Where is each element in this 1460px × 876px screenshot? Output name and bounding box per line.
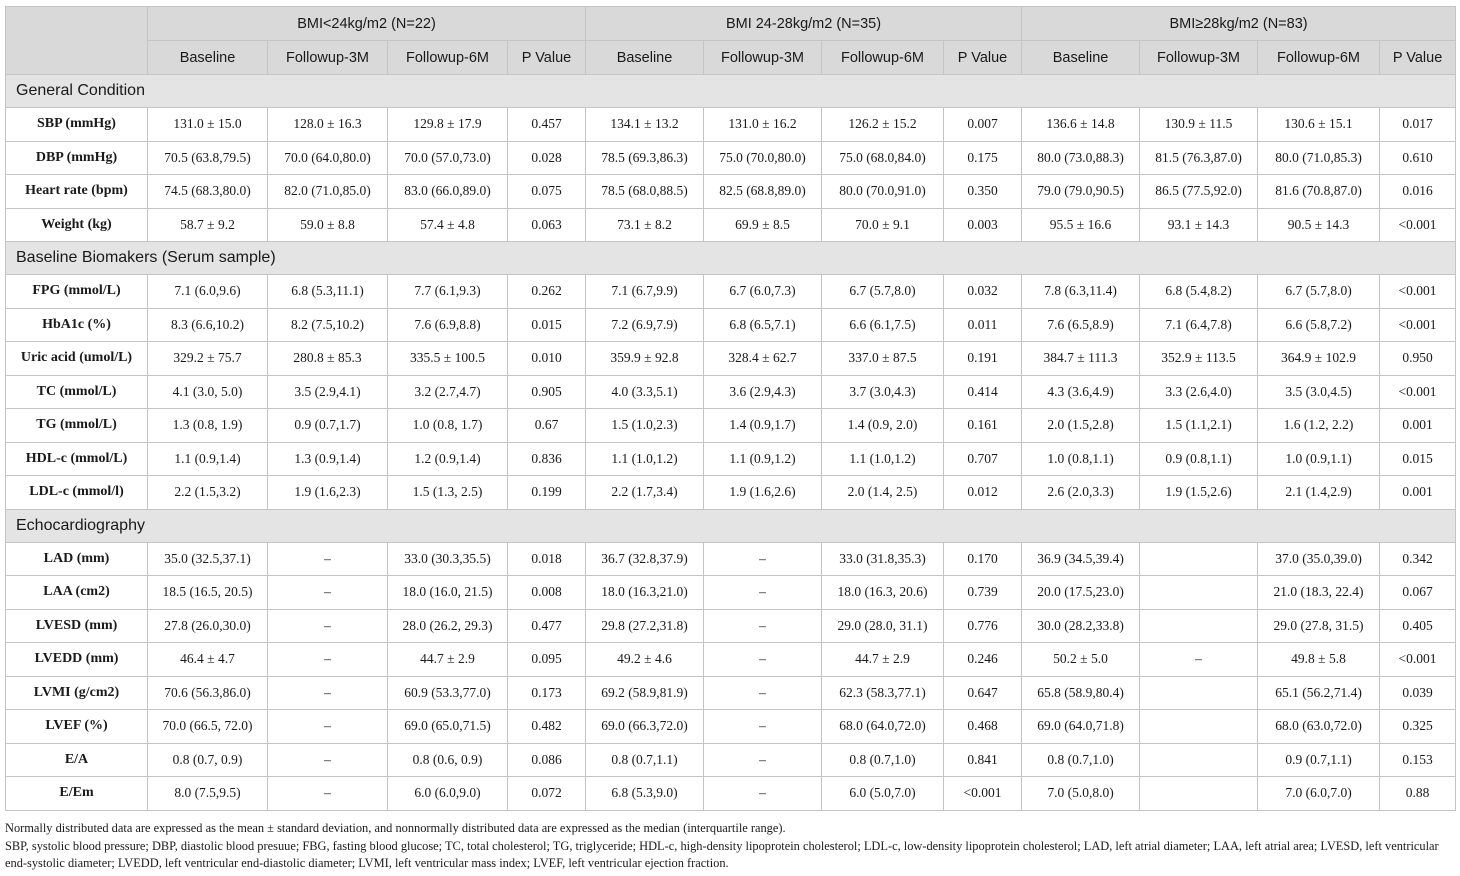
- table-cell: 0.015: [1380, 442, 1456, 476]
- table-cell: 44.7 ± 2.9: [388, 643, 508, 677]
- table-cell: 126.2 ± 15.2: [822, 108, 944, 142]
- table-cell: 8.3 (6.6,10.2): [148, 308, 268, 342]
- table-row: [6, 542, 1456, 576]
- empty-corner-cell: [6, 7, 148, 75]
- table-cell: –: [704, 643, 822, 677]
- table-cell: 0.017: [1380, 108, 1456, 142]
- table-cell: –: [268, 576, 388, 610]
- table-cell: 69.2 (58.9,81.9): [586, 676, 704, 710]
- table-cell: 0.075: [508, 175, 586, 209]
- table-cell: 0.161: [944, 409, 1022, 443]
- table-cell: <0.001: [1380, 208, 1456, 242]
- table-cell: 0.086: [508, 743, 586, 777]
- table-cell: 68.0 (63.0,72.0): [1258, 710, 1380, 744]
- table-cell: 65.1 (56.2,71.4): [1258, 676, 1380, 710]
- row-label: LVMI (g/cm2): [6, 676, 148, 710]
- table-cell: 7.6 (6.9,8.8): [388, 308, 508, 342]
- table-cell: 82.5 (68.8,89.0): [704, 175, 822, 209]
- table-cell: 3.5 (2.9,4.1): [268, 375, 388, 409]
- table-row: [6, 442, 1456, 476]
- table-cell: 352.9 ± 113.5: [1140, 342, 1258, 376]
- table-cell: 81.5 (76.3,87.0): [1140, 141, 1258, 175]
- table-cell: 6.7 (6.0,7.3): [704, 275, 822, 309]
- table-cell: 6.8 (5.3,11.1): [268, 275, 388, 309]
- table-cell: <0.001: [1380, 643, 1456, 677]
- table-cell: 0.477: [508, 609, 586, 643]
- table-cell: 128.0 ± 16.3: [268, 108, 388, 142]
- table-cell: 0.88: [1380, 777, 1456, 811]
- table-cell: 0.647: [944, 676, 1022, 710]
- table-cell: 0.011: [944, 308, 1022, 342]
- table-cell: 1.0 (0.8, 1.7): [388, 409, 508, 443]
- table-cell: 136.6 ± 14.8: [1022, 108, 1140, 142]
- table-body: [6, 75, 1456, 811]
- table-cell: 0.001: [1380, 476, 1456, 510]
- table-cell: –: [704, 710, 822, 744]
- table-cell: 37.0 (35.0,39.0): [1258, 542, 1380, 576]
- sub-header-followup-3m: Followup-3M: [704, 41, 822, 75]
- table-row: [6, 576, 1456, 610]
- table-cell: 384.7 ± 111.3: [1022, 342, 1140, 376]
- table-cell: –: [704, 609, 822, 643]
- table-cell: 0.175: [944, 141, 1022, 175]
- table-cell: 3.6 (2.9,4.3): [704, 375, 822, 409]
- table-cell: 35.0 (32.5,37.1): [148, 542, 268, 576]
- table-cell: 80.0 (70.0,91.0): [822, 175, 944, 209]
- table-cell: 7.0 (6.0,7.0): [1258, 777, 1380, 811]
- table-row: [6, 609, 1456, 643]
- section-title: General Condition: [6, 75, 1456, 108]
- table-cell: 0.010: [508, 342, 586, 376]
- table-cell: 0.063: [508, 208, 586, 242]
- table-cell: –: [704, 576, 822, 610]
- section-baseline-biomarkers: [6, 242, 1456, 275]
- table-cell: 18.0 (16.3,21.0): [586, 576, 704, 610]
- table-cell: 0.67: [508, 409, 586, 443]
- table-cell: 57.4 ± 4.8: [388, 208, 508, 242]
- table-cell: 90.5 ± 14.3: [1258, 208, 1380, 242]
- table-cell: [1140, 710, 1258, 744]
- table-cell: 7.1 (6.0,9.6): [148, 275, 268, 309]
- table-cell: 75.0 (68.0,84.0): [822, 141, 944, 175]
- table-cell: 6.8 (5.4,8.2): [1140, 275, 1258, 309]
- table-cell: 1.0 (0.9,1.1): [1258, 442, 1380, 476]
- group-header-bmi-under-24: BMI<24kg/m2 (N=22): [148, 7, 586, 41]
- table-footnotes: [5, 820, 1457, 873]
- table-cell: 6.6 (6.1,7.5): [822, 308, 944, 342]
- table-cell: 95.5 ± 16.6: [1022, 208, 1140, 242]
- table-cell: 21.0 (18.3, 22.4): [1258, 576, 1380, 610]
- table-cell: 6.6 (5.8,7.2): [1258, 308, 1380, 342]
- table-cell: 74.5 (68.3,80.0): [148, 175, 268, 209]
- row-label: LDL-c (mmol/l): [6, 476, 148, 510]
- table-cell: –: [704, 676, 822, 710]
- table-cell: 0.9 (0.8,1.1): [1140, 442, 1258, 476]
- table-cell: 0.8 (0.7,1.0): [822, 743, 944, 777]
- table-cell: 3.7 (3.0,4.3): [822, 375, 944, 409]
- row-label: LVESD (mm): [6, 609, 148, 643]
- table-cell: 93.1 ± 14.3: [1140, 208, 1258, 242]
- row-label: Uric acid (umol/L): [6, 342, 148, 376]
- row-label: E/Em: [6, 777, 148, 811]
- table-cell: [1140, 676, 1258, 710]
- table-cell: 8.2 (7.5,10.2): [268, 308, 388, 342]
- sub-header-row: [6, 41, 1456, 75]
- table-cell: 69.0 (65.0,71.5): [388, 710, 508, 744]
- table-cell: 1.3 (0.8, 1.9): [148, 409, 268, 443]
- table-cell: 70.0 ± 9.1: [822, 208, 944, 242]
- table-cell: 359.9 ± 92.8: [586, 342, 704, 376]
- table-cell: 80.0 (73.0,88.3): [1022, 141, 1140, 175]
- table-row: [6, 342, 1456, 376]
- table-cell: 44.7 ± 2.9: [822, 643, 944, 677]
- sub-header-p-value: P Value: [1380, 41, 1456, 75]
- table-cell: 69.0 (66.3,72.0): [586, 710, 704, 744]
- table-cell: 81.6 (70.8,87.0): [1258, 175, 1380, 209]
- table-cell: 18.0 (16.3, 20.6): [822, 576, 944, 610]
- table-cell: 2.0 (1.5,2.8): [1022, 409, 1140, 443]
- table-cell: –: [268, 743, 388, 777]
- table-cell: 0.414: [944, 375, 1022, 409]
- table-cell: 49.8 ± 5.8: [1258, 643, 1380, 677]
- table-cell: 78.5 (69.3,86.3): [586, 141, 704, 175]
- table-cell: 0.003: [944, 208, 1022, 242]
- table-row: [6, 275, 1456, 309]
- table-cell: 18.0 (16.0, 21.5): [388, 576, 508, 610]
- sub-header-p-value: P Value: [508, 41, 586, 75]
- table-cell: 0.9 (0.7,1.7): [268, 409, 388, 443]
- table-cell: 2.2 (1.5,3.2): [148, 476, 268, 510]
- table-cell: –: [704, 743, 822, 777]
- table-cell: 1.1 (0.9,1.2): [704, 442, 822, 476]
- table-row: [6, 108, 1456, 142]
- table-cell: 0.170: [944, 542, 1022, 576]
- table-cell: 4.1 (3.0, 5.0): [148, 375, 268, 409]
- row-label: LAA (cm2): [6, 576, 148, 610]
- row-label: HbA1c (%): [6, 308, 148, 342]
- table-cell: 59.0 ± 8.8: [268, 208, 388, 242]
- table-cell: 0.015: [508, 308, 586, 342]
- table-cell: 6.0 (5.0,7.0): [822, 777, 944, 811]
- table-row: [6, 375, 1456, 409]
- table-row: [6, 409, 1456, 443]
- table-cell: 60.9 (53.3,77.0): [388, 676, 508, 710]
- table-cell: [1140, 576, 1258, 610]
- row-label: Heart rate (bpm): [6, 175, 148, 209]
- table-cell: 78.5 (68.0,88.5): [586, 175, 704, 209]
- table-cell: 1.2 (0.9,1.4): [388, 442, 508, 476]
- sub-header-p-value: P Value: [944, 41, 1022, 75]
- table-row: [6, 175, 1456, 209]
- table-cell: 1.5 (1.1,2.1): [1140, 409, 1258, 443]
- table-cell: 1.6 (1.2, 2.2): [1258, 409, 1380, 443]
- table-row: [6, 743, 1456, 777]
- table-cell: 7.8 (6.3,11.4): [1022, 275, 1140, 309]
- row-label: LVEDD (mm): [6, 643, 148, 677]
- table-cell: 80.0 (71.0,85.3): [1258, 141, 1380, 175]
- row-label: FPG (mmol/L): [6, 275, 148, 309]
- sub-header-followup-3m: Followup-3M: [1140, 41, 1258, 75]
- table-cell: –: [268, 542, 388, 576]
- table-cell: 1.5 (1.3, 2.5): [388, 476, 508, 510]
- table-cell: 0.067: [1380, 576, 1456, 610]
- table-cell: <0.001: [1380, 275, 1456, 309]
- table-cell: 0.8 (0.7,1.1): [586, 743, 704, 777]
- table-cell: 1.1 (1.0,1.2): [822, 442, 944, 476]
- table-cell: 0.342: [1380, 542, 1456, 576]
- table-cell: 30.0 (28.2,33.8): [1022, 609, 1140, 643]
- table-cell: 364.9 ± 102.9: [1258, 342, 1380, 376]
- table-cell: [1140, 542, 1258, 576]
- table-cell: 6.8 (6.5,7.1): [704, 308, 822, 342]
- table-cell: 0.016: [1380, 175, 1456, 209]
- section-title: Baseline Biomakers (Serum sample): [6, 242, 1456, 275]
- table-row: [6, 676, 1456, 710]
- table-cell: 134.1 ± 13.2: [586, 108, 704, 142]
- sub-header-followup-6m: Followup-6M: [1258, 41, 1380, 75]
- table-cell: 27.8 (26.0,30.0): [148, 609, 268, 643]
- table-cell: 29.0 (27.8, 31.5): [1258, 609, 1380, 643]
- table-cell: <0.001: [1380, 375, 1456, 409]
- table-cell: 129.8 ± 17.9: [388, 108, 508, 142]
- row-label: SBP (mmHg): [6, 108, 148, 142]
- table-cell: 131.0 ± 16.2: [704, 108, 822, 142]
- table-cell: –: [704, 542, 822, 576]
- table-cell: 0.405: [1380, 609, 1456, 643]
- table-cell: 131.0 ± 15.0: [148, 108, 268, 142]
- table-cell: 0.072: [508, 777, 586, 811]
- table-cell: 0.776: [944, 609, 1022, 643]
- table-cell: 0.468: [944, 710, 1022, 744]
- table-cell: 0.905: [508, 375, 586, 409]
- sub-header-baseline: Baseline: [148, 41, 268, 75]
- group-header-bmi-over-28: BMI≥28kg/m2 (N=83): [1022, 7, 1456, 41]
- table-cell: 0.950: [1380, 342, 1456, 376]
- table-cell: 3.3 (2.6,4.0): [1140, 375, 1258, 409]
- table-cell: 1.4 (0.9,1.7): [704, 409, 822, 443]
- table-cell: 2.6 (2.0,3.3): [1022, 476, 1140, 510]
- table-cell: 70.0 (64.0,80.0): [268, 141, 388, 175]
- table-cell: 6.7 (5.7,8.0): [822, 275, 944, 309]
- table-cell: 0.191: [944, 342, 1022, 376]
- table-cell: 73.1 ± 8.2: [586, 208, 704, 242]
- row-label: LAD (mm): [6, 542, 148, 576]
- table-cell: 1.1 (1.0,1.2): [586, 442, 704, 476]
- table-cell: 0.153: [1380, 743, 1456, 777]
- table-cell: 36.9 (34.5,39.4): [1022, 542, 1140, 576]
- table-cell: 8.0 (7.5,9.5): [148, 777, 268, 811]
- table-cell: 70.0 (57.0,73.0): [388, 141, 508, 175]
- table-cell: 1.9 (1.6,2.6): [704, 476, 822, 510]
- table-cell: 0.039: [1380, 676, 1456, 710]
- footnote-distribution: Normally distributed data are expressed as the mean ± standard deviation, and nonnormally distributed data are expressed as the median (interquartile range).: [5, 821, 786, 835]
- table-cell: 68.0 (64.0,72.0): [822, 710, 944, 744]
- table-cell: 36.7 (32.8,37.9): [586, 542, 704, 576]
- table-cell: 4.3 (3.6,4.9): [1022, 375, 1140, 409]
- table-cell: 335.5 ± 100.5: [388, 342, 508, 376]
- table-cell: <0.001: [944, 777, 1022, 811]
- table-cell: 3.5 (3.0,4.5): [1258, 375, 1380, 409]
- table-cell: 46.4 ± 4.7: [148, 643, 268, 677]
- table-cell: –: [268, 777, 388, 811]
- table-cell: 0.095: [508, 643, 586, 677]
- table-cell: 86.5 (77.5,92.0): [1140, 175, 1258, 209]
- table-cell: 79.0 (79.0,90.5): [1022, 175, 1140, 209]
- table-cell: 33.0 (31.8,35.3): [822, 542, 944, 576]
- table-cell: 70.0 (66.5, 72.0): [148, 710, 268, 744]
- table-cell: 0.8 (0.6, 0.9): [388, 743, 508, 777]
- table-row: [6, 141, 1456, 175]
- table-cell: –: [268, 609, 388, 643]
- table-cell: 4.0 (3.3,5.1): [586, 375, 704, 409]
- table-cell: 0.610: [1380, 141, 1456, 175]
- table-cell: –: [268, 710, 388, 744]
- table-row: [6, 777, 1456, 811]
- table-cell: 7.6 (6.5,8.9): [1022, 308, 1140, 342]
- table-cell: 1.9 (1.6,2.3): [268, 476, 388, 510]
- table-cell: 329.2 ± 75.7: [148, 342, 268, 376]
- table-cell: 0.707: [944, 442, 1022, 476]
- table-cell: 7.1 (6.4,7.8): [1140, 308, 1258, 342]
- table-cell: 328.4 ± 62.7: [704, 342, 822, 376]
- row-label: LVEF (%): [6, 710, 148, 744]
- table-cell: 0.262: [508, 275, 586, 309]
- table-cell: 1.4 (0.9, 2.0): [822, 409, 944, 443]
- table-cell: 0.012: [944, 476, 1022, 510]
- footnote-abbreviations: SBP, systolic blood pressure; DBP, diastolic blood presuue; FBG, fasting blood glucose; TC, total cholesterol; TG, triglyceride; HDL-c, high-density lipoprotein cholesterol; LDL-c, low-density lipoprotein cholesterol; LAD, left atrial diameter; LAA, left atrial area; LVESD, left ventricular end-systolic diameter; LVEDD, left ventricular end-diastolic diameter; LVMI, left ventricular mass index; LVEF, left ventricular ejection fraction.: [5, 838, 1439, 870]
- table-cell: 0.8 (0.7, 0.9): [148, 743, 268, 777]
- table-cell: 6.7 (5.7,8.0): [1258, 275, 1380, 309]
- table-cell: 58.7 ± 9.2: [148, 208, 268, 242]
- table-cell: 0.482: [508, 710, 586, 744]
- table-cell: 82.0 (71.0,85.0): [268, 175, 388, 209]
- bmi-followup-table: [5, 6, 1456, 811]
- table-cell: 33.0 (30.3,35.5): [388, 542, 508, 576]
- table-cell: [1140, 609, 1258, 643]
- table-cell: 0.8 (0.7,1.0): [1022, 743, 1140, 777]
- table-row: [6, 710, 1456, 744]
- table-cell: 6.8 (5.3,9.0): [586, 777, 704, 811]
- table-cell: 2.2 (1.7,3.4): [586, 476, 704, 510]
- table-cell: 337.0 ± 87.5: [822, 342, 944, 376]
- table-cell: 0.173: [508, 676, 586, 710]
- table-cell: 7.1 (6.7,9.9): [586, 275, 704, 309]
- table-cell: 0.018: [508, 542, 586, 576]
- table-cell: 20.0 (17.5,23.0): [1022, 576, 1140, 610]
- table-cell: 0.028: [508, 141, 586, 175]
- table-cell: 6.0 (6.0,9.0): [388, 777, 508, 811]
- table-container: [5, 6, 1455, 811]
- table-cell: 1.0 (0.8,1.1): [1022, 442, 1140, 476]
- table-cell: 62.3 (58.3,77.1): [822, 676, 944, 710]
- table-cell: 7.0 (5.0,8.0): [1022, 777, 1140, 811]
- sub-header-baseline: Baseline: [1022, 41, 1140, 75]
- row-label: TC (mmol/L): [6, 375, 148, 409]
- section-title: Echocardiography: [6, 509, 1456, 542]
- table-cell: <0.001: [1380, 308, 1456, 342]
- table-cell: 130.9 ± 11.5: [1140, 108, 1258, 142]
- table-cell: 0.836: [508, 442, 586, 476]
- table-cell: –: [1140, 643, 1258, 677]
- section-echocardiography: [6, 509, 1456, 542]
- table-cell: 0.325: [1380, 710, 1456, 744]
- table-cell: 0.199: [508, 476, 586, 510]
- sub-header-baseline: Baseline: [586, 41, 704, 75]
- table-cell: 0.001: [1380, 409, 1456, 443]
- table-row: [6, 208, 1456, 242]
- row-label: HDL-c (mmol/L): [6, 442, 148, 476]
- table-cell: 1.3 (0.9,1.4): [268, 442, 388, 476]
- table-cell: 7.2 (6.9,7.9): [586, 308, 704, 342]
- sub-header-followup-6m: Followup-6M: [822, 41, 944, 75]
- table-cell: 50.2 ± 5.0: [1022, 643, 1140, 677]
- table-cell: 0.246: [944, 643, 1022, 677]
- table-row: [6, 308, 1456, 342]
- table-cell: [1140, 743, 1258, 777]
- table-cell: 0.457: [508, 108, 586, 142]
- table-cell: 70.6 (56.3,86.0): [148, 676, 268, 710]
- table-cell: 7.7 (6.1,9.3): [388, 275, 508, 309]
- table-cell: 0.841: [944, 743, 1022, 777]
- table-cell: –: [704, 777, 822, 811]
- table-cell: 0.9 (0.7,1.1): [1258, 743, 1380, 777]
- table-cell: 0.007: [944, 108, 1022, 142]
- table-cell: 29.8 (27.2,31.8): [586, 609, 704, 643]
- table-cell: 69.9 ± 8.5: [704, 208, 822, 242]
- table-cell: 18.5 (16.5, 20.5): [148, 576, 268, 610]
- table-cell: 1.5 (1.0,2.3): [586, 409, 704, 443]
- table-cell: 130.6 ± 15.1: [1258, 108, 1380, 142]
- table-cell: 83.0 (66.0,89.0): [388, 175, 508, 209]
- table-cell: 70.5 (63.8,79.5): [148, 141, 268, 175]
- table-cell: 1.1 (0.9,1.4): [148, 442, 268, 476]
- table-cell: 2.0 (1.4, 2.5): [822, 476, 944, 510]
- row-label: E/A: [6, 743, 148, 777]
- table-cell: 29.0 (28.0, 31.1): [822, 609, 944, 643]
- row-label: DBP (mmHg): [6, 141, 148, 175]
- table-cell: 0.350: [944, 175, 1022, 209]
- sub-header-followup-6m: Followup-6M: [388, 41, 508, 75]
- table-row: [6, 643, 1456, 677]
- table-cell: 280.8 ± 85.3: [268, 342, 388, 376]
- section-general-condition: [6, 75, 1456, 108]
- table-cell: 3.2 (2.7,4.7): [388, 375, 508, 409]
- table-cell: –: [268, 676, 388, 710]
- group-header-bmi-24-28: BMI 24-28kg/m2 (N=35): [586, 7, 1022, 41]
- row-label: TG (mmol/L): [6, 409, 148, 443]
- group-header-row: [6, 7, 1456, 41]
- table-cell: 49.2 ± 4.6: [586, 643, 704, 677]
- table-cell: –: [268, 643, 388, 677]
- table-cell: 69.0 (64.0,71.8): [1022, 710, 1140, 744]
- row-label: Weight (kg): [6, 208, 148, 242]
- table-cell: 28.0 (26.2, 29.3): [388, 609, 508, 643]
- table-cell: 0.008: [508, 576, 586, 610]
- table-cell: 1.9 (1.5,2.6): [1140, 476, 1258, 510]
- table-cell: 2.1 (1.4,2.9): [1258, 476, 1380, 510]
- table-row: [6, 476, 1456, 510]
- table-cell: 75.0 (70.0,80.0): [704, 141, 822, 175]
- table-cell: [1140, 777, 1258, 811]
- table-cell: 0.739: [944, 576, 1022, 610]
- table-cell: 0.032: [944, 275, 1022, 309]
- sub-header-followup-3m: Followup-3M: [268, 41, 388, 75]
- table-cell: 65.8 (58.9,80.4): [1022, 676, 1140, 710]
